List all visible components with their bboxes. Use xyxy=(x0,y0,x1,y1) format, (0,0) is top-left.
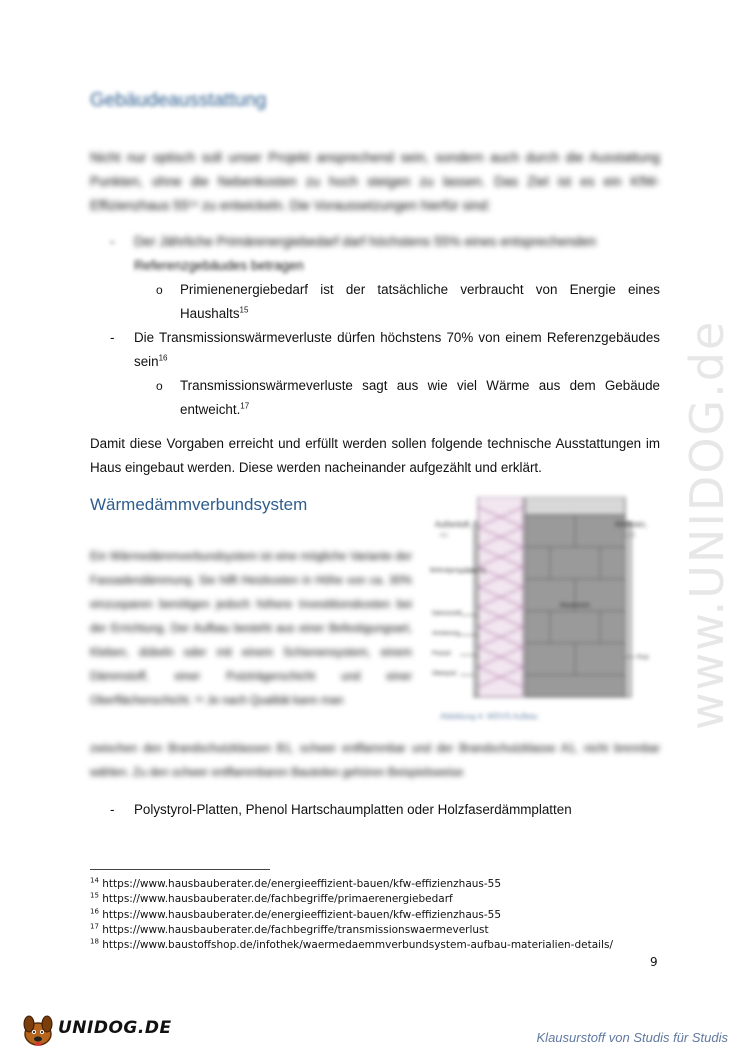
materials-list xyxy=(90,798,660,822)
sub-item-text: Primienenergiebedarf ist der tatsächliche verbraucht von Energie eines Haushalts xyxy=(180,282,660,321)
footnote-separator xyxy=(90,869,270,870)
sub-list-item xyxy=(90,278,660,326)
footnote-number: 14 xyxy=(90,876,99,885)
dog-icon xyxy=(18,1012,58,1048)
intro-paragraph: Nicht nur optisch soll unser Projekt ansprechend sein, sondern auch durch die Ausstattung Punkten, ohne die Nebenkosten zu hoch steigen zu lassen. Das Ziel ist es ein KfW-Effizienzhaus 55¹⁴ zu entwickeln. Die Voraussetzungen hierfür sind: xyxy=(90,150,660,213)
fig-label-1: Befestigung Klebung xyxy=(430,568,486,574)
footnote-ref: 15 xyxy=(239,305,249,315)
fig-label-right-sub: Luft xyxy=(625,533,636,539)
footnote-number: 15 xyxy=(90,891,99,900)
list-item xyxy=(90,230,660,278)
footnote-number: 16 xyxy=(90,907,99,916)
fig-label-putz: Putz xyxy=(637,655,650,661)
list-item-cont: Referenzgebäudes betragen xyxy=(134,258,304,273)
footnote-number: 17 xyxy=(90,922,99,931)
fig-label-wall: Mauerwerk xyxy=(560,603,590,609)
footnote-ref: 16 xyxy=(158,353,168,363)
fig-label-2: Dämmstoff xyxy=(432,611,461,617)
footnote xyxy=(90,908,613,923)
bullet-circle: o xyxy=(156,379,163,393)
footnote-link[interactable]: https://www.baustoffshop.de/infothek/waermedaemmverbundsystem-aufbau-materialien-details/ xyxy=(102,939,613,952)
footnote-link[interactable]: https://www.hausbauberater.de/energieeffizient-bauen/kfw-effizienzhaus-55 xyxy=(102,878,502,890)
fig-label-left: Außenluft, xyxy=(435,520,472,529)
footnote-link[interactable]: https://www.hausbauberater.de/fachbegriffe/primaerenergiebedarf xyxy=(102,893,453,906)
list-dash: - xyxy=(110,330,115,345)
figure-caption: Abbildung 4: WDVS Aufbau xyxy=(440,712,538,721)
fig-label-left-sub: e/s xyxy=(440,533,449,539)
sub-list-item xyxy=(90,374,660,422)
logo-text: UNIDOG.DE xyxy=(58,1018,172,1038)
footnote-ref: 17 xyxy=(240,401,250,411)
bullet-circle: o xyxy=(156,283,163,297)
list-item-text: Die Transmissionswärmeverluste dürfen höchstens 70% von einem Referenzgebäudes sein xyxy=(134,330,660,369)
footnote xyxy=(90,877,613,892)
fig-label-right: Wohnen, xyxy=(615,520,647,529)
heading-waermedaemmverbundsystem: Wärmedämmverbundsystem xyxy=(90,495,308,514)
watermark: www.UNIDOG.de xyxy=(680,319,734,730)
list-item xyxy=(90,798,660,822)
heading-gebaeudeausstattung: Gebäudeausstattung xyxy=(90,90,267,111)
footnote-link[interactable]: https://www.hausbauberater.de/energieeffizient-bauen/kfw-effizienzhaus-55 xyxy=(102,908,502,921)
wdvs-diagram xyxy=(430,497,655,727)
damit-paragraph: Damit diese Vorgaben erreicht und erfüllt werden sollen folgende technische Ausstattungen im Haus eingebaut werden. Diese werden nacheinander aufgezählt und erklärt. xyxy=(90,436,660,475)
list-dash: - xyxy=(110,802,115,817)
unidog-logo xyxy=(18,1012,172,1048)
footnote xyxy=(90,923,613,938)
footnote xyxy=(90,938,613,953)
footnotes xyxy=(90,877,613,953)
wdvs-paragraph-cont: zwischen den Brandschutzklassen B1, schwer entflammbar und der Brandschutzklasse A1, nicht brennbar wählen. Zu den schwer entflammbaren Bauteilen gehören Beispielsweise xyxy=(90,743,660,779)
page-number: 9 xyxy=(650,955,658,969)
requirements-list xyxy=(90,230,660,422)
list-item xyxy=(90,326,660,374)
wdvs-paragraph: Ein Wärmedämmverbundsystem ist eine mögliche Variante der Fassadendämmung. Sie hilft Heizkosten in Höhe von ca. 30% einzusparen benötigen jedoch höhere Investitionskosten bei der Errichtung. Der Aufbau besteht aus einer Befestigungsart, Kleben, dübeln oder mit einem Schienensystem, einem Dämmstoff, einer Putzträgerschicht und einer Oberflächenschicht. ¹⁸ Je nach Qualität kann man xyxy=(90,551,412,707)
wdvs-figure xyxy=(430,497,655,727)
list-dash: - xyxy=(110,234,115,249)
list-item-text: Polystyrol-Platten, Phenol Hartschaumplatten oder Holzfaserdämmplatten xyxy=(134,802,572,817)
fig-label-5: Oberputz xyxy=(432,671,457,677)
fig-label-3: Armierung xyxy=(432,631,460,637)
slogan: Klausurstoff von Studis für Studis xyxy=(536,1030,728,1045)
sub-item-text: Transmissionswärmeverluste sagt aus wie viel Wärme aus dem Gebäude entweicht. xyxy=(180,378,660,417)
footnote-number: 18 xyxy=(90,937,99,946)
list-item-blurred-text: Der Jährliche Primärenergiebedarf darf höchstens 55% eines entsprechenden xyxy=(134,234,597,249)
footnote-link[interactable]: https://www.hausbauberater.de/fachbegriffe/transmissionswaermeverlust xyxy=(102,923,489,936)
footnote xyxy=(90,892,613,907)
fig-label-4: Putzart xyxy=(432,651,452,657)
